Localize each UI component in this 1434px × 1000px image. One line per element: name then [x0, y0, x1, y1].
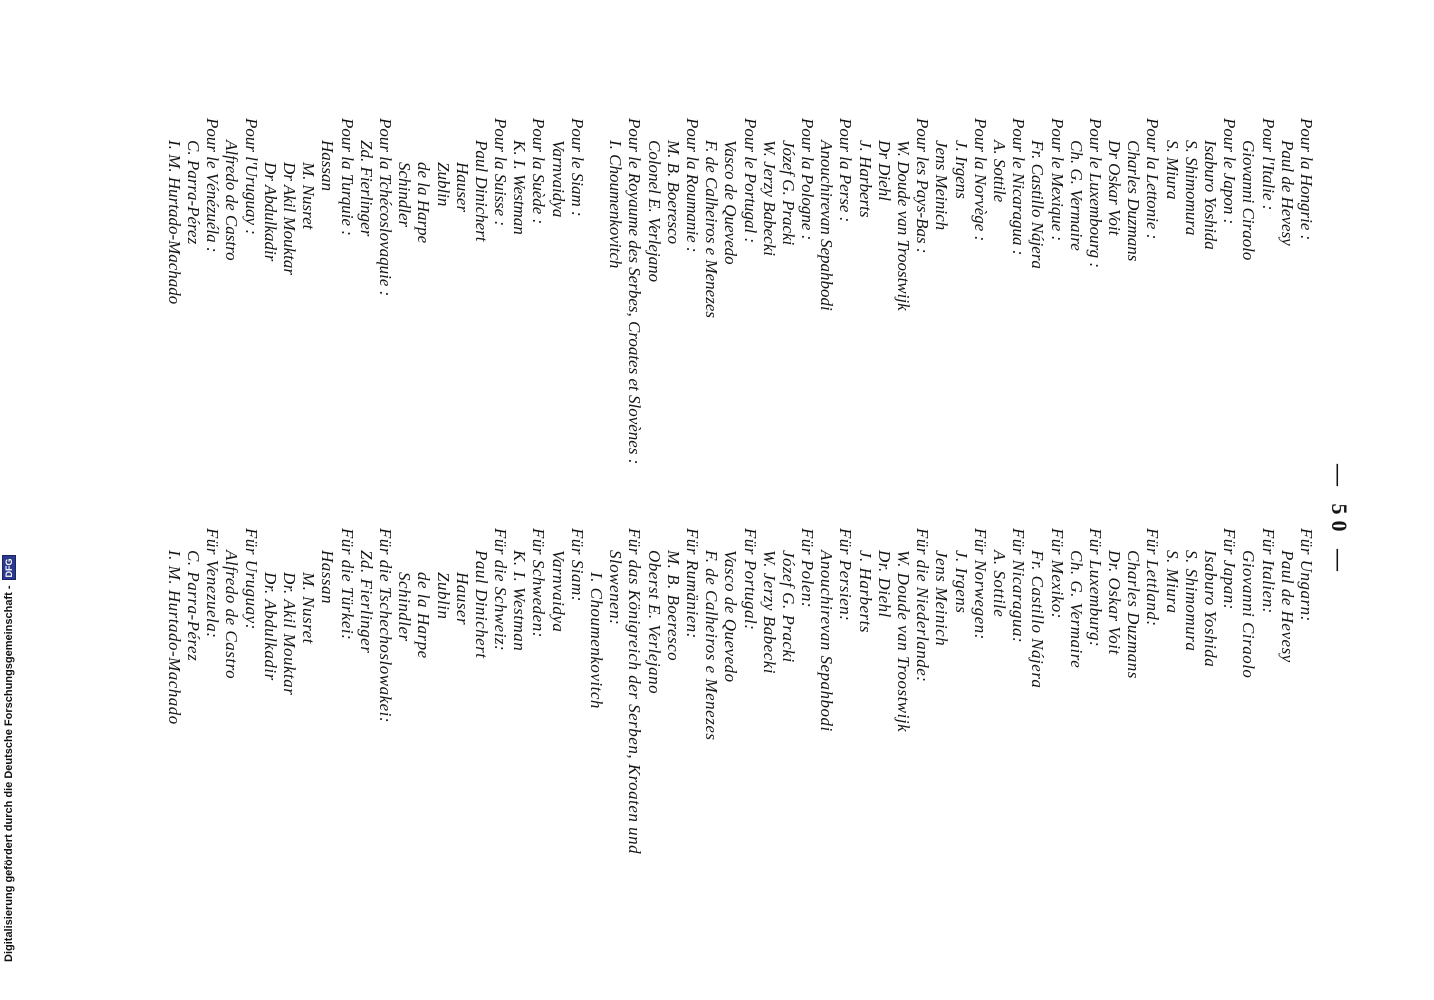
signatory-name: S. Miura	[1162, 140, 1182, 200]
signatory-country-heading: Pour le Japon :	[1220, 118, 1240, 225]
signatory-country-heading: Für Schweden:	[529, 528, 549, 638]
signatory-country-heading: Pour le Vénézuéla :	[203, 118, 223, 253]
signatory-name: J. Harberts	[855, 550, 875, 633]
signatory-name: Oberst E. Verlejano	[644, 550, 664, 695]
signatory-name: Hassan	[318, 140, 338, 192]
signatory-country-heading: Für Italien:	[1258, 528, 1278, 614]
signatory-name: Dr Oskar Voit	[1105, 140, 1125, 236]
signatory-country-heading: Für Japan:	[1220, 528, 1240, 610]
signatory-name: Slowenen:	[606, 550, 626, 626]
signatory-country-heading: Pour la Turquie :	[337, 118, 357, 236]
signatory-country-heading: Für Rumänien:	[683, 528, 702, 639]
signatory-name: Alfredo de Castro	[222, 550, 242, 680]
signatory-name: F. de Calheiros e Menezes	[702, 140, 722, 318]
signatory-name: Isaburo Yoshida	[1201, 550, 1221, 668]
signatory-name: Anouchirevan Sepahbodi	[817, 140, 837, 311]
signatory-country-heading: Für Luxemburg:	[1085, 528, 1105, 648]
signatory-name: Paul Dinichert	[471, 550, 491, 659]
signatory-country-heading: Für Ungarn:	[1297, 528, 1316, 622]
signatory-name: Isaburo Yoshida	[1201, 140, 1221, 250]
signatory-name: de la Harpe	[414, 572, 434, 659]
signatory-name: Schindler	[395, 572, 415, 642]
signatory-name: Charles Duzmans	[1124, 550, 1144, 679]
digitization-credit	[2, 555, 16, 962]
french-signatures-column	[165, 118, 1316, 464]
german-signatures-column	[165, 528, 1316, 854]
signatory-name: Dr. Oskar Voit	[1105, 550, 1125, 655]
signatory-country-heading: Für Venezuela:	[203, 528, 223, 639]
signatory-country-heading: Für die Schweiz:	[491, 528, 511, 652]
signatory-name: Zd. Fierlinger	[356, 140, 376, 237]
signatory-name: K. I. Westman	[510, 550, 530, 652]
signatory-country-heading: Pour la Pologne :	[798, 118, 818, 241]
signatory-country-heading: Pour les Pays-Bas :	[913, 118, 933, 254]
signatory-name: Dr. Akil Mouktar	[280, 572, 300, 696]
signatory-name: W. Doude van Troostwijk	[894, 550, 914, 733]
signatory-name: Zublin	[433, 162, 453, 207]
signatory-country-heading: Pour le Siam :	[567, 118, 587, 217]
signatory-name: Zd. Fierlinger	[356, 550, 376, 654]
signatory-country-heading: Für Polen:	[798, 528, 818, 609]
signatory-name: Dr. Diehl	[874, 550, 894, 618]
signatory-name: Vasco de Quevedo	[721, 140, 741, 265]
signatory-name: Varnvaidya	[548, 140, 568, 218]
signatory-country-heading: Für Nicaragua:	[1009, 528, 1029, 644]
signatory-name: M. Nusret	[299, 162, 319, 230]
signatory-country-heading: Pour le Royaume des Serbes, Croates et Slovènes :	[625, 118, 645, 465]
signatory-country-heading: Für Uruguay:	[241, 528, 261, 630]
signatory-country-heading: Pour la Perse :	[836, 118, 856, 223]
signatory-country-heading: Für Mexiko:	[1047, 528, 1067, 619]
signatory-name: C. Parra-Pérez	[184, 140, 204, 245]
signatory-country-heading: Pour le Nicaragua :	[1009, 118, 1029, 256]
signatory-name: J. Harberts	[855, 140, 875, 218]
signatory-country-heading: Pour l'Italie :	[1258, 118, 1278, 211]
signatory-name: Zublin	[433, 572, 453, 620]
signatory-name: Paul Dinichert	[471, 140, 491, 242]
signatory-name: K. I. Westman	[510, 140, 530, 235]
signatory-name: Ch. G. Vermaire	[1066, 550, 1086, 669]
signatory-name: Dr Diehl	[874, 140, 894, 201]
signatory-name: Hauser	[452, 162, 472, 213]
signatory-name: W. Doude van Troostwijk	[894, 140, 914, 311]
signatory-name: I. Choumenkovitch	[587, 572, 607, 709]
signatory-country-heading: Pour la Suisse :	[491, 118, 511, 227]
signatory-name: de la Harpe	[414, 162, 434, 244]
signatory-country-heading: Für die Türkei:	[337, 528, 357, 641]
signatory-country-heading: Pour l'Uruguay :	[241, 118, 261, 235]
signatory-name: Józef G. Pracki	[778, 140, 798, 246]
signatory-name: M. Nusret	[299, 572, 319, 644]
signatory-country-heading: Pour le Mexique :	[1047, 118, 1067, 242]
signatory-name: F. de Calheiros e Menezes	[702, 550, 722, 741]
signatory-name: Dr. Abdulkadir	[260, 572, 280, 681]
signatory-name: Vasco de Quevedo	[721, 550, 741, 683]
signatory-country-heading: Für Lettland:	[1143, 528, 1163, 627]
signatory-country-heading: Pour le Portugal :	[740, 118, 760, 244]
page-number: — 50 —	[1327, 464, 1352, 577]
signatory-name: Fr. Castillo Nájera	[1028, 550, 1048, 689]
signatory-country-heading: Pour la Hongrie :	[1297, 118, 1316, 241]
signatory-country-heading: Pour la Lettonie :	[1143, 118, 1163, 240]
signatory-country-heading: Für Portugal:	[740, 528, 760, 631]
signatory-name: Anouchirevan Sepahbodi	[817, 550, 837, 732]
signatory-name: Jens Meinich	[932, 550, 952, 647]
signatory-name: Colonel E. Verlejano	[644, 140, 664, 283]
signatory-country-heading: Für Siam:	[567, 528, 587, 602]
signatory-name: A. Sottile	[990, 140, 1009, 203]
signatory-name: J. Irgens	[951, 550, 971, 614]
signatory-name: Fr. Castillo Nájera	[1028, 140, 1048, 269]
signatory-name: Hassan	[318, 550, 338, 605]
signatory-name: Dr Abdulkadir	[260, 162, 280, 262]
signatory-name: W. Jerzy Babecki	[759, 140, 779, 256]
signatory-name: Giovanni Ciraolo	[1239, 140, 1259, 261]
signatory-name: Charles Duzmans	[1124, 140, 1144, 262]
signatory-country-heading: Pour le Luxembourg :	[1085, 118, 1105, 268]
signatory-country-heading: Für die Niederlande:	[913, 528, 933, 683]
signatory-name: M. B. Boeresco	[663, 550, 683, 662]
signatory-name: S. Miura	[1162, 550, 1182, 614]
signatory-name: S. Shimomura	[1181, 550, 1201, 652]
signatory-country-heading: Für die Tschechoslowakei:	[376, 528, 395, 724]
signatory-country-heading: Für das Königreich der Serben, Kroaten und	[625, 528, 645, 855]
signatory-name: Paul de Hevesy	[1277, 140, 1297, 246]
signatory-name: I. M. Hurtado-Machado	[164, 550, 184, 725]
signatory-name: I. M. Hurtado-Machado	[164, 140, 184, 305]
signatory-name: J. Irgens	[951, 140, 971, 199]
signatory-name: A. Sottile	[990, 550, 1009, 618]
signatory-country-heading: Pour la Tchécoslovaquie :	[376, 118, 395, 297]
signatory-name: C. Parra-Pérez	[184, 550, 204, 662]
signatory-country-heading: Pour la Suède :	[529, 118, 549, 225]
dfg-logo: DFG	[2, 555, 16, 580]
signatory-country-heading: Für Norwegen:	[970, 528, 990, 640]
signatory-name: Giovanni Ciraolo	[1239, 550, 1259, 679]
signatory-name: Józef G. Pracki	[778, 550, 798, 663]
signatory-name: Alfredo de Castro	[222, 140, 242, 261]
signatory-country-heading: Pour la Norvège :	[970, 118, 990, 242]
signatory-name: Dr Akil Mouktar	[280, 162, 300, 276]
signatory-name: Ch. G. Vermaire	[1066, 140, 1086, 251]
signatory-name: S. Shimomura	[1181, 140, 1201, 236]
credit-text: Digitalisierung gefördert durch die Deutsche Forschungsgemeinschaft -	[3, 585, 15, 962]
signatory-country-heading: Für Persien:	[836, 528, 856, 622]
signatory-country-heading: Pour la Roumanie :	[683, 118, 702, 253]
signatory-name: Paul de Hevesy	[1277, 550, 1297, 663]
signatory-name: Schindler	[395, 162, 415, 228]
signatory-name: M. B. Boeresco	[663, 140, 683, 245]
signatory-name: Hauser	[452, 572, 472, 626]
signatory-name: I. Choumenkovitch	[606, 140, 626, 269]
signatory-name: Varnvaidya	[548, 550, 568, 633]
signatory-name: Jens Meinich	[932, 140, 952, 231]
signatory-name: W. Jerzy Babecki	[759, 550, 779, 674]
signatory-country-heading	[587, 118, 606, 464]
